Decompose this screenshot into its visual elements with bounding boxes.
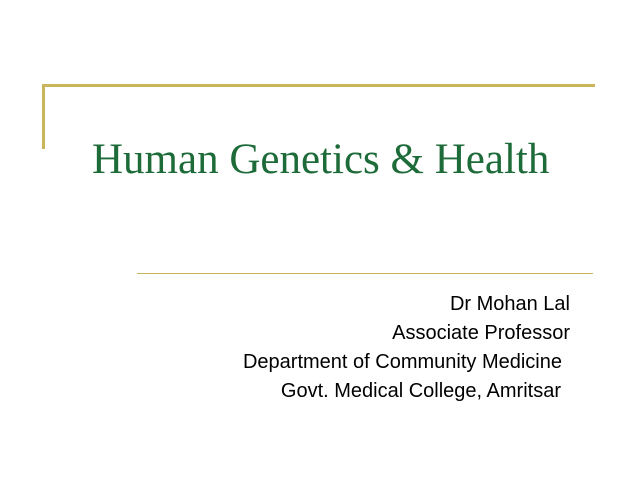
slide-title: Human Genetics & Health [92,136,550,183]
author-department: Department of Community Medicine [242,351,562,373]
author-name: Dr Mohan Lal [449,293,570,315]
author-block [120,290,570,406]
title-divider [137,273,593,274]
frame-top-line [43,84,595,87]
frame-left-line [42,84,45,149]
author-institution: Govt. Medical College, Amritsar [280,380,561,402]
author-position: Associate Professor [392,322,570,344]
